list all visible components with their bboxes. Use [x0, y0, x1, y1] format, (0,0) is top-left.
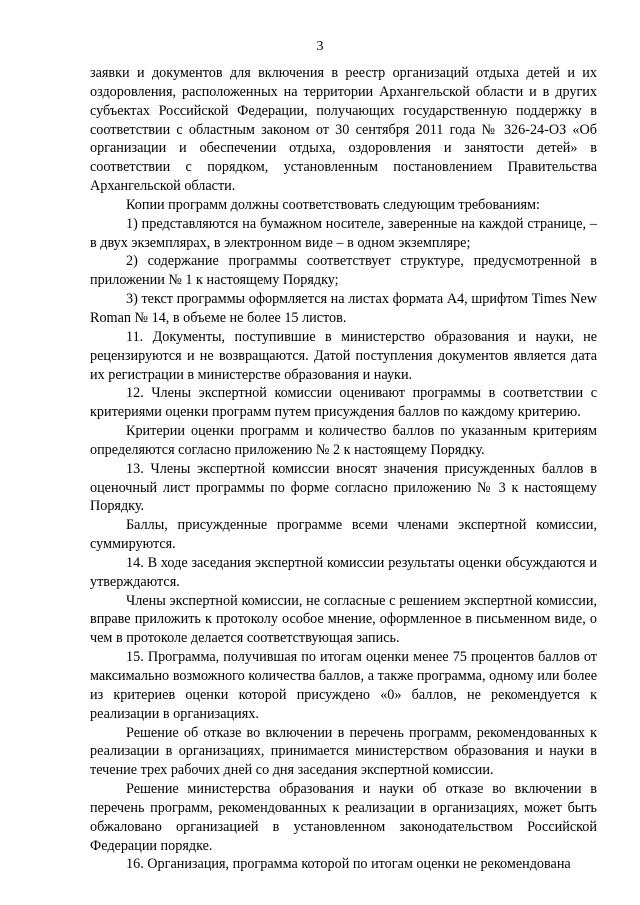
- page-number: 3: [316, 39, 324, 54]
- paragraph-appeal: Решение министерства образования и науки об отказе во включении в перечень программ, рекомендованных к реализации в организациях, может быть обжаловано организацией в установленном законодательством Российской Федерации порядке.: [90, 781, 597, 854]
- paragraph-requirement-2: 2) содержание программы соответствует структуре, предусмотренной в приложении № 1 к настоящему Порядку;: [90, 253, 597, 289]
- paragraph-criteria: Критерии оценки программ и количество баллов по указанным критериям определяются согласно приложению № 2 к настоящему Порядку.: [90, 423, 597, 458]
- paragraph-requirement-1: 1) представляются на бумажном носителе, заверенные на каждой странице, – в двух экземплярах, в электронном виде – в одном экземпляре;: [90, 215, 597, 251]
- paragraph-item-16: 16. Организация, программа которой по итогам оценки не рекомендована: [126, 856, 571, 873]
- paragraph-dissent: Члены экспертной комиссии, не согласные с решением экспертной комиссии, вправе приложить к протоколу особое мнение, оформленное в письменном виде, о чем в протоколе делается соответствующая запись.: [90, 592, 597, 647]
- paragraph-item-12: 12. Члены экспертной комиссии оценивают программы в соответствии с критериями оценки программ путем присуждения баллов по каждому критерию.: [90, 385, 597, 421]
- paragraph-item-11: 11. Документы, поступившие в министерство образования и науки, не рецензируются и не возвращаются. Датой поступления документов является дата их регистрации в министерстве образования и науки.: [90, 328, 597, 383]
- paragraph-points-sum: Баллы, присужденные программе всеми членами экспертной комиссии, суммируются.: [90, 517, 597, 553]
- paragraph-requirement-3: 3) текст программы оформляется на листах формата А4, шрифтом Times New Roman № 14, в объеме не более 15 листов.: [90, 291, 597, 326]
- paragraph-item-15: 15. Программа, получившая по итогам оценки менее 75 процентов баллов от максимально возможного количества баллов, а также программа, одному или более из критериев оценки которой присуждено «0» баллов, не рекомендуется к реализации в организациях.: [90, 649, 597, 722]
- paragraph-continuation: заявки и документов для включения в реестр организаций отдыха детей и их оздоровления, расположенных на территории Архангельской области и в других субъектах Российской Федерации, получающих государственную поддержку в соответствии с областным законом от 30 сентября 2011 года № 326-24-ОЗ «Об организации и обеспечении отдыха, оздоровления и занятости детей» в соответствии с порядком, установленным постановлением Правительства Архангельской области.: [90, 65, 597, 195]
- paragraph-requirements-intro: Копии программ должны соответствовать следующим требованиям:: [126, 196, 540, 213]
- document-body: [90, 64, 597, 874]
- paragraph-item-14: 14. В ходе заседания экспертной комиссии результаты оценки обсуждаются и утверждаются.: [90, 554, 597, 590]
- paragraph-refusal-decision: Решение об отказе во включении в перечень программ, рекомендованных к реализации в организациях, принимается министерством образования и науки в течение трех рабочих дней со дня заседания экспертной комиссии.: [90, 724, 597, 779]
- paragraph-item-13: 13. Члены экспертной комиссии вносят значения присужденных баллов в оценочный лист программы по форме согласно приложению № 3 к настоящему Порядку.: [90, 460, 597, 515]
